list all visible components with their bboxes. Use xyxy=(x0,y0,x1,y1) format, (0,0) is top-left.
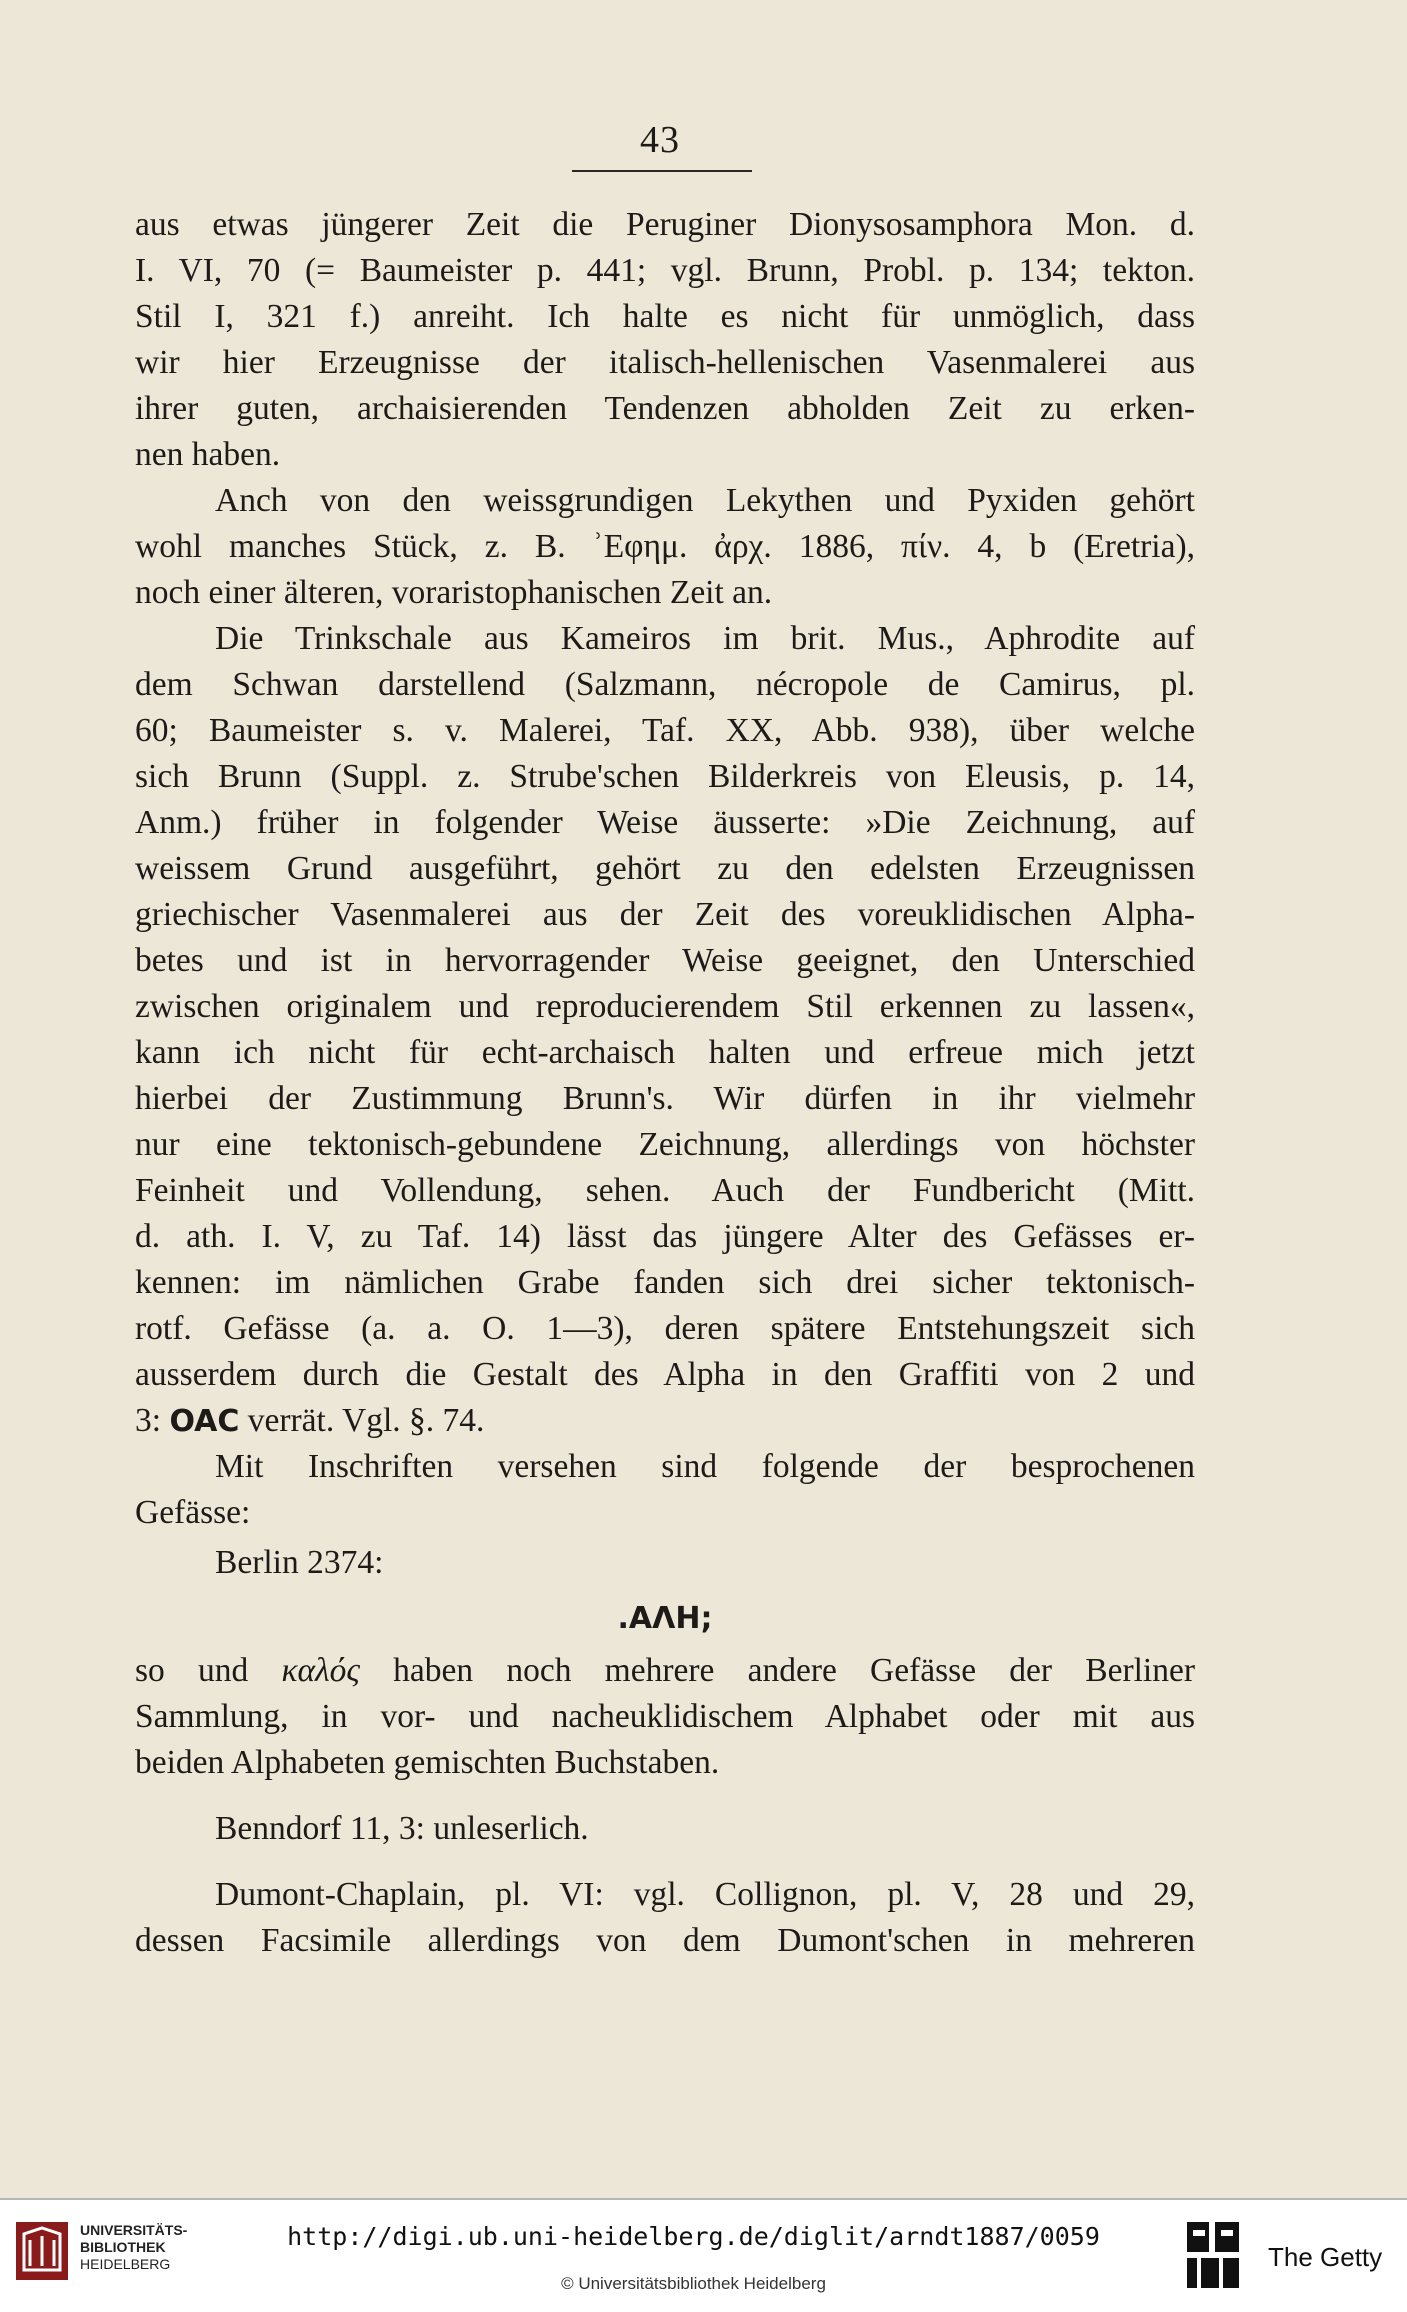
text-line: betes und ist in hervorragender Weise geeignet, den Unterschied xyxy=(135,942,1195,979)
text-line: rotf. Gefässe (a. a. O. 1—3), deren spätere Entstehungszeit sich xyxy=(135,1310,1195,1347)
library-name-line: HEIDELBERG xyxy=(80,2256,171,2272)
text-fragment: haben noch mehrere andere Gefässe der Berliner xyxy=(393,1652,1195,1689)
text-line: hierbei der Zustimmung Brunn's. Wir dürfen in ihr vielmehr xyxy=(135,1080,1195,1117)
text-line: zwischen originalem und reproducierendem Stil erkennen zu lassen«, xyxy=(135,988,1195,1025)
text-line xyxy=(135,1648,1195,1694)
text-line: weissem Grund ausgeführt, gehört zu den edelsten Erzeugnissen xyxy=(135,850,1195,887)
text-line: d. ath. I. V, zu Taf. 14) lässt das jüngere Alter des Gefässes er- xyxy=(135,1218,1195,1255)
getty-name: The Getty xyxy=(1268,2242,1383,2272)
text-line: nur eine tektonisch-gebundene Zeichnung, allerdings von höchster xyxy=(135,1126,1195,1163)
text-line: ausserdem durch die Gestalt des Alpha in den Graffiti von 2 und xyxy=(135,1356,1195,1393)
text-line: Anm.) früher in folgender Weise äusserte: »Die Zeichnung, auf xyxy=(135,804,1195,841)
text-fragment: so und xyxy=(135,1652,249,1689)
library-name-line: BIBLIOTHEK xyxy=(80,2239,166,2255)
inscription-oac: OAC xyxy=(169,1404,240,1439)
text-line: Mit Inschriften versehen sind folgende der besprochenen xyxy=(215,1448,1195,1485)
text-line: beiden Alphabeten gemischten Buchstaben. xyxy=(135,1744,720,1781)
copyright-notice: © Universitätsbibliothek Heidelberg xyxy=(561,2274,826,2293)
page-number: 43 xyxy=(640,119,680,161)
text-line: kann ich nicht für echt-archaisch halten und erfreue mich jetzt xyxy=(135,1034,1195,1071)
text-line: kennen: im nämlichen Grabe fanden sich drei sicher tektonisch- xyxy=(135,1264,1195,1301)
text-line: Dumont-Chaplain, pl. VI: vgl. Collignon, pl. V, 28 und 29, xyxy=(215,1876,1195,1913)
text-fragment: 3: xyxy=(135,1402,162,1439)
text-line: dem Schwan darstellend (Salzmann, nécropole de Camirus, pl. xyxy=(135,666,1195,703)
text-line: noch einer älteren, voraristophanischen Zeit an. xyxy=(135,574,773,611)
text-line: Die Trinkschale aus Kameiros im brit. Mus., Aphrodite auf xyxy=(215,620,1195,657)
text-line: Gefässe: xyxy=(135,1494,251,1531)
text-fragment: verrät. Vgl. §. 74. xyxy=(247,1402,485,1439)
text-line: aus etwas jüngerer Zeit die Peruginer Dionysosamphora Mon. d. xyxy=(135,206,1195,243)
permalink-url[interactable]: http://digi.ub.uni-heidelberg.de/diglit/arndt1887/0059 xyxy=(287,2222,1100,2251)
text-line: Feinheit und Vollendung, sehen. Auch der Fundbericht (Mitt. xyxy=(135,1172,1195,1209)
text-line: dessen Facsimile allerdings von dem Dumont'schen in mehreren xyxy=(135,1922,1195,1959)
text-line: ihrer guten, archaisierenden Tendenzen abholden Zeit zu erken- xyxy=(135,390,1195,427)
text-line: wir hier Erzeugnisse der italisch-hellenischen Vasenmalerei aus xyxy=(135,344,1195,381)
inscription-alh: .ΑΛΗ; xyxy=(617,1601,713,1636)
library-name-line: UNIVERSITÄTS- xyxy=(80,2222,188,2238)
body-text xyxy=(135,202,1195,1964)
page-number-rule xyxy=(572,170,752,172)
getty-logo-icon xyxy=(1183,2218,1243,2292)
text-line: I. VI, 70 (= Baumeister p. 441; vgl. Brunn, Probl. p. 134; tekton. xyxy=(135,252,1195,289)
text-line: nen haben. xyxy=(135,436,281,473)
text-line: Berlin 2374: xyxy=(215,1544,384,1581)
text-line: griechischer Vasenmalerei aus der Zeit des voreuklidischen Alpha- xyxy=(135,896,1195,933)
text-line: sich Brunn (Suppl. z. Strube'schen Bilderkreis von Eleusis, p. 14, xyxy=(135,758,1195,795)
text-line: Benndorf 11, 3: unleserlich. xyxy=(215,1810,589,1847)
text-line: Stil I, 321 f.) anreiht. Ich halte es nicht für unmöglich, dass xyxy=(135,298,1195,335)
text-line xyxy=(135,1398,1195,1444)
text-line: wohl manches Stück, z. B. ʾΕφημ. ἀρχ. 1886, πίν. 4, b (Eretria), xyxy=(135,528,1195,565)
text-line: 60; Baumeister s. v. Malerei, Taf. XX, Abb. 938), über welche xyxy=(135,712,1195,749)
text-line: Anch von den weissgrundigen Lekythen und Pyxiden gehört xyxy=(215,482,1195,519)
text-line: Sammlung, in vor- und nacheuklidischem Alphabet oder mit aus xyxy=(135,1698,1195,1735)
greek-word-kalos: καλός xyxy=(281,1652,360,1689)
footer-bar xyxy=(0,2198,1407,2312)
